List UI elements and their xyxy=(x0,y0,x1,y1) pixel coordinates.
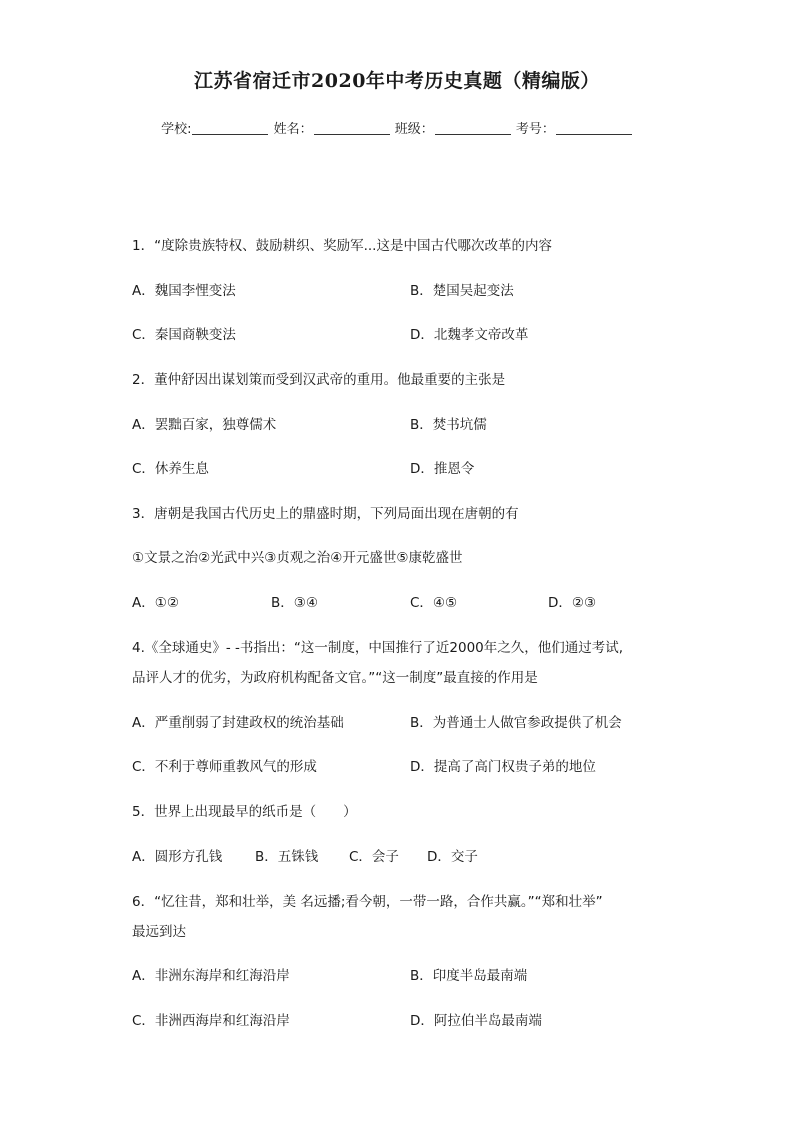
question-6-option-a: A．非洲东海岸和红海沿岸 xyxy=(132,968,290,984)
question-4-option-b: B．为普通士人做官参政提供了机会 xyxy=(410,715,622,731)
question-4-stem-line2: 品评人才的优劣，为政府机构配备文官。”“这一制度”最直接的作用是 xyxy=(132,670,538,686)
question-2-option-d: D．推恩令 xyxy=(410,461,475,477)
class-label: 班级： xyxy=(394,122,434,137)
question-2-stem: 2．董仲舒因出谋划策而受到汉武帝的重用。他最重要的主张是 xyxy=(132,372,506,388)
question-5-stem: 5．世界上出现最早的纸币是（ ） xyxy=(132,804,357,820)
question-2-option-c: C．休养生息 xyxy=(132,461,209,477)
question-6-stem-line1: 6．“忆往昔，郑和壮举，美 名远播;看今朝，一带一路，合作共赢。”“郑和壮举” xyxy=(132,894,603,910)
question-3-items: ①文景之治②光武中兴③贞观之治④开元盛世⑤康乾盛世 xyxy=(132,550,463,566)
document-title: 江苏省宿迁市2020年中考历史真题（精编版） xyxy=(194,70,600,92)
question-2-option-a: A．罢黜百家，独尊儒术 xyxy=(132,417,277,433)
question-6-option-d: D．阿拉伯半岛最南端 xyxy=(410,1013,542,1029)
question-6-option-c: C．非洲西海岸和红海沿岸 xyxy=(132,1013,290,1029)
question-1-option-d: D．北魏孝文帝改革 xyxy=(410,327,529,343)
question-3-option-b: B．③④ xyxy=(271,595,318,611)
question-3-stem: 3．唐朝是我国古代历史上的鼎盛时期，下列局面出现在唐朝的有 xyxy=(132,506,519,522)
question-6-stem-line2: 最远到达 xyxy=(132,924,186,940)
question-5-option-a: A．圆形方孔钱 xyxy=(132,849,223,865)
question-3-option-d: D．②③ xyxy=(548,595,597,611)
name-blank[interactable] xyxy=(314,121,390,135)
school-blank[interactable] xyxy=(192,121,268,135)
question-4-stem-line1: 4.《全球通史》- -书指出：“这一制度，中国推行了近2000年之久，他们通过考试, xyxy=(132,640,624,656)
question-4-option-d: D．提高了高门权贵子弟的地位 xyxy=(410,759,596,775)
question-1-option-a: A．魏国李悝变法 xyxy=(132,283,236,299)
question-3-option-a: A．①② xyxy=(132,595,179,611)
school-label: 学校: xyxy=(161,122,192,137)
question-5-option-c: C．会子 xyxy=(349,849,399,865)
question-1-option-c: C．秦国商鞅变法 xyxy=(132,327,236,343)
question-4-option-a: A．严重削弱了封建政权的统治基础 xyxy=(132,715,344,731)
exam-no-blank[interactable] xyxy=(556,121,632,135)
question-6-option-b: B．印度半岛最南端 xyxy=(410,968,528,984)
question-5-option-d: D．交子 xyxy=(427,849,478,865)
question-3-option-c: C．④⑤ xyxy=(410,595,458,611)
question-2-option-b: B．焚书坑儒 xyxy=(410,417,487,433)
question-5-option-b: B．五铢钱 xyxy=(255,849,319,865)
exam-no-label: 考号： xyxy=(515,122,555,137)
question-1-option-b: B．楚国吴起变法 xyxy=(410,283,514,299)
name-label: 姓名： xyxy=(273,122,313,137)
class-blank[interactable] xyxy=(435,121,511,135)
question-4-option-c: C．不利于尊师重教风气的形成 xyxy=(132,759,317,775)
question-1-stem: 1．“度除贵族特权、鼓励耕织、奖励军...这是中国古代哪次改革的内容 xyxy=(132,238,552,254)
student-info-line xyxy=(0,118,794,137)
